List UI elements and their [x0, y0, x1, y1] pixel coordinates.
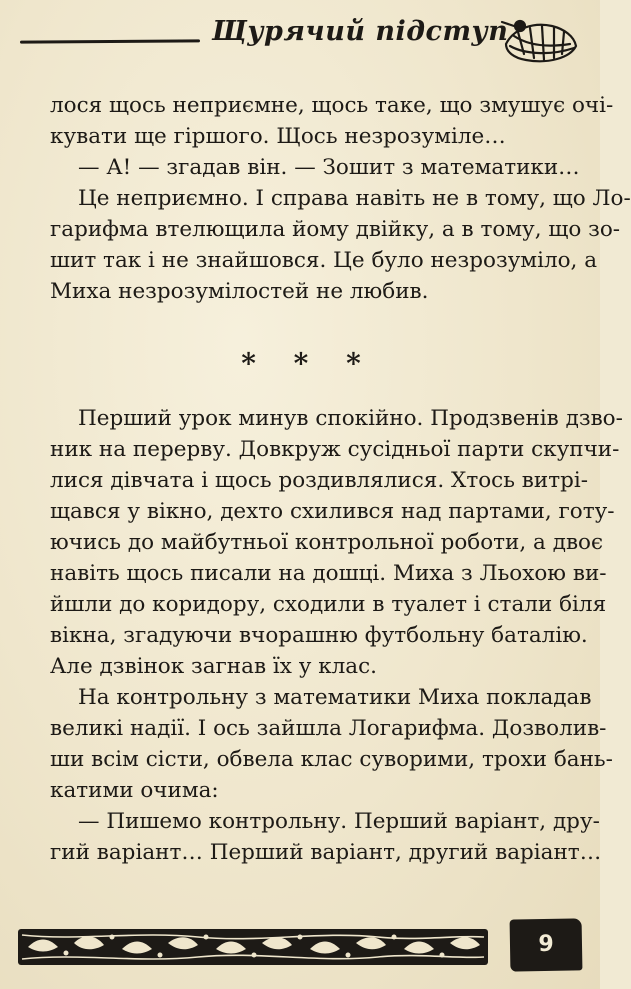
text-line: вікна, згадуючи вчорашню футбольну баталію. [50, 623, 588, 648]
text-line: ник на перерву. Довкруж сусідньої парти скупчи- [50, 437, 620, 462]
ornamental-band [18, 923, 488, 971]
section-separator: * * * [241, 347, 375, 380]
text-line: Це неприємно. І справа навіть не в тому, що Ло- [78, 186, 631, 211]
text-line: гарифма втелющила йому двійку, а в тому, що зо- [50, 217, 621, 242]
text-line: Миха незрозумілостей не любив. [50, 279, 429, 304]
text-line: навіть щось писали на дошці. Миха з Льохою ви- [50, 561, 607, 586]
text-line: катими очима: [50, 778, 219, 803]
paragraph [0, 403, 623, 682]
text-line: йшли до коридору, сходили в туалет і стали біля [50, 592, 607, 617]
body-text [0, 90, 631, 868]
page-number: 9 [538, 932, 554, 957]
header-title: Щурячий підступ [212, 16, 509, 47]
paragraph [0, 183, 631, 307]
paragraph [0, 152, 600, 183]
paragraph [0, 90, 614, 152]
paragraph [0, 806, 600, 868]
running-header [20, 14, 580, 70]
page-footer [18, 915, 586, 975]
text-line: — А! — згадав він. — Зошит з математики… [78, 155, 580, 180]
text-line: гий варіант… Перший варіант, другий варіант… [50, 840, 602, 865]
text-line: На контрольну з математики Миха покладав [78, 685, 592, 710]
paragraph [0, 682, 613, 806]
text-line: великі надії. І ось зайшла Логарифма. Дозволив- [50, 716, 607, 741]
text-line: Перший урок минув спокійно. Продзвенів дзво- [78, 406, 623, 431]
text-line: ши всім сісти, обвела клас суворими, трохи бань- [50, 747, 613, 772]
text-line: лися дівчата і щось роздивлялися. Хтось витрі- [50, 468, 588, 493]
text-line: щався у вікно, дехто схилився над партами, готу- [50, 499, 615, 524]
header-rule [20, 39, 200, 43]
text-line: лося щось неприємне, щось таке, що змушує очі- [50, 93, 614, 118]
rat-trap-icon [500, 14, 580, 70]
text-line: кувати ще гіршого. Щось незрозуміле… [50, 124, 506, 149]
text-line: ючись до майбутньої контрольної роботи, а двоє [50, 530, 604, 555]
text-line: Але дзвінок загнав їх у клас. [50, 654, 377, 679]
text-line: шит так і не знайшовся. Це було незрозуміло, а [50, 248, 598, 273]
text-line: — Пишемо контрольну. Перший варіант, дру- [78, 809, 600, 834]
